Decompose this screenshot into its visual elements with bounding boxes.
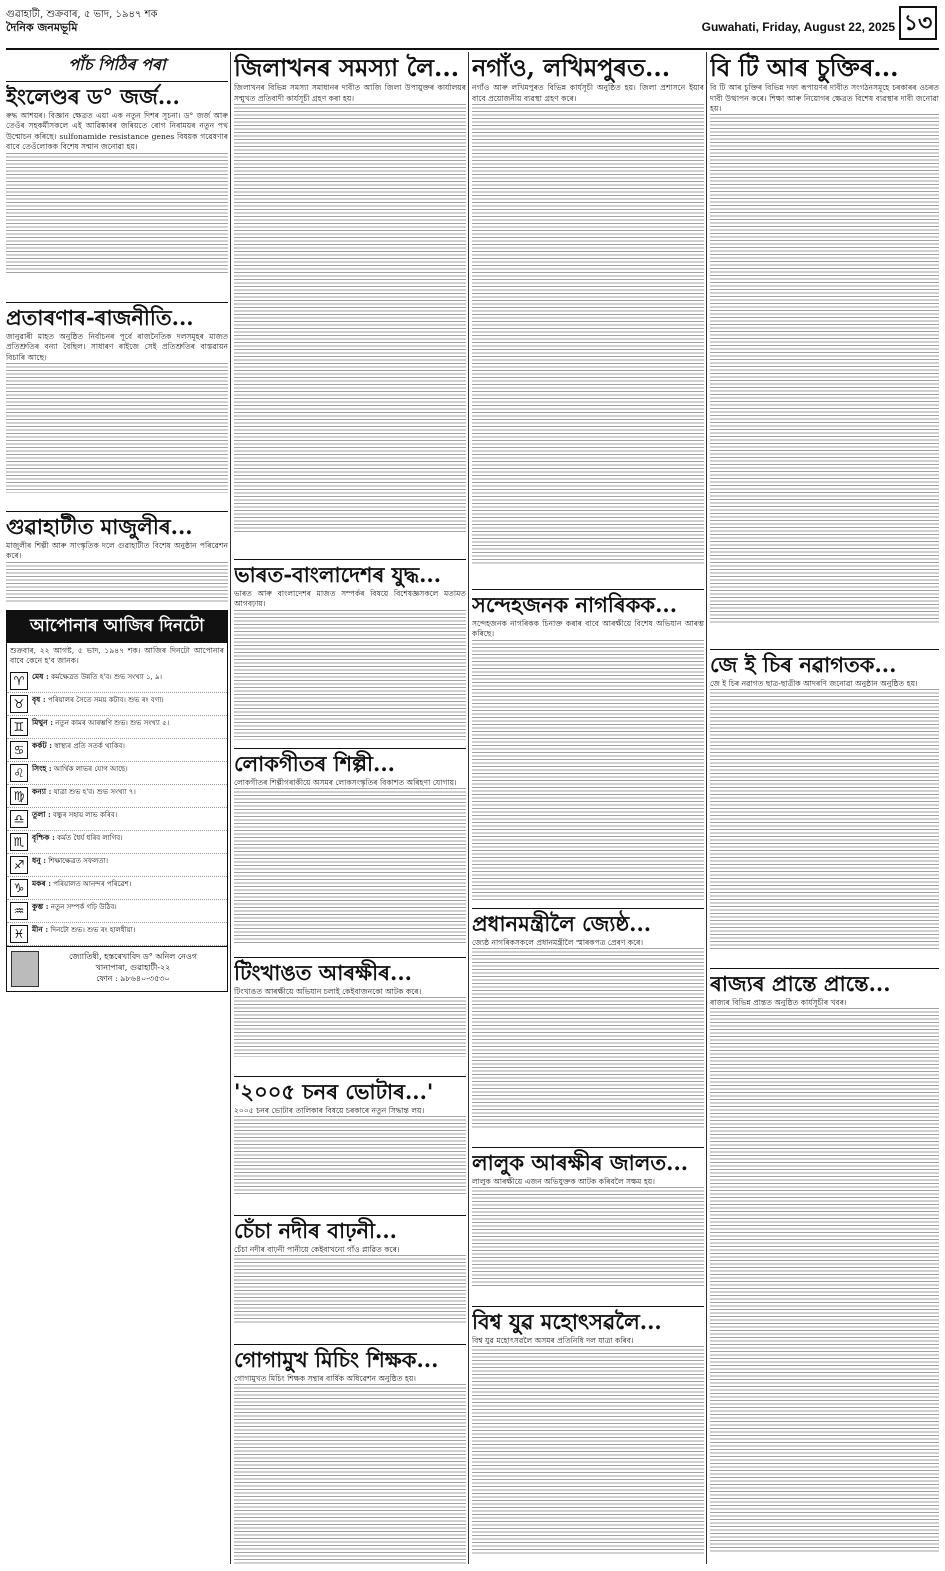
zodiac-name: মীন : bbox=[32, 924, 49, 934]
story-separator bbox=[234, 1076, 466, 1077]
story-text-block bbox=[710, 114, 939, 624]
astrologer-name: জ্যোতিষী, হস্তৰেখাবিদ ড° অনিল নেওগ bbox=[69, 951, 197, 961]
continuation-kicker: পাঁচ পিঠিৰ পৰা bbox=[6, 52, 228, 82]
story-headline: নগাঁও, লখিমপুৰত... bbox=[472, 53, 671, 82]
story-tingkhong bbox=[234, 962, 466, 1072]
story-nagaon bbox=[472, 55, 704, 585]
story-lead: টিংখাঙত আৰক্ষীয়ে অভিযান চলাই কেইবাজনকো আটক কৰে। bbox=[234, 987, 422, 997]
story-text-block bbox=[472, 1187, 704, 1287]
story-text-block bbox=[6, 363, 228, 493]
zodiac-prediction: স্বাস্থ্যৰ প্ৰতি সতৰ্ক থাকিব। bbox=[54, 741, 125, 750]
story-laluk bbox=[472, 1152, 704, 1302]
story-text-block bbox=[234, 1384, 466, 1564]
story-gogamukh bbox=[234, 1349, 466, 1564]
zodiac-prediction: শিক্ষাক্ষেত্ৰত সফলতা। bbox=[48, 856, 108, 865]
story-politics bbox=[6, 307, 228, 507]
story-headline: ভাৰত-বাংলাদেশৰ যুদ্ধ... bbox=[234, 562, 442, 587]
story-headline: লালুক আৰক্ষীৰ জালত... bbox=[472, 1150, 689, 1175]
zodiac-name: কৰ্কট : bbox=[32, 740, 52, 750]
story-lead: জিলাখনৰ বিভিন্ন সমস্যা সমাধানৰ দাবীত আজি জিলা উপায়ুক্তৰ কাৰ্যালয়ৰ সন্মুখত প্ৰতিবাদী কাৰ্যসূচী গ্ৰহণ কৰা হয়। bbox=[234, 83, 466, 103]
story-lead: জানুৱাৰী মাহত অনুষ্ঠিত নিৰ্বাচনৰ পূৰ্বে ৰাজনৈতিক দলসমূহৰ মাজত প্ৰতিশ্ৰুতিৰ বন্যা বৈছিল। সাধাৰণ ৰাইজে সেই প্ৰতিশ্ৰুতিৰ বাস্তৱায়ন বিচাৰি আছে। bbox=[6, 332, 228, 362]
zodiac-prediction: আৰ্থিক লাভৰ যোগ আছে। bbox=[53, 764, 128, 773]
zodiac-icon: ♑ bbox=[10, 879, 28, 897]
zodiac-prediction: নতুন কামৰ আৰম্ভণি শুভ। শুভ সংখ্যা ৫। bbox=[55, 718, 170, 727]
zodiac-prediction: বন্ধুৰ সহায় লাভ কৰিব। bbox=[53, 810, 118, 819]
story-text-block bbox=[234, 1116, 466, 1196]
story-lead: লালুক আৰক্ষীয়ে এজন অভিযুক্তক আটক কৰিবলৈ সক্ষম হয়। bbox=[472, 1177, 655, 1187]
zodiac-name: কুম্ভ : bbox=[32, 901, 49, 911]
horoscope-sign-row bbox=[7, 716, 227, 739]
horoscope-sign-row bbox=[7, 808, 227, 831]
page-number: ১৩ bbox=[899, 6, 937, 40]
story-lead: সন্দেহজনক নাগৰিকক চিনাক্ত কৰাৰ বাবে আৰক্ষীয়ে বিশেষ অভিযান আৰম্ভ কৰিছে। bbox=[472, 619, 704, 639]
zodiac-name: কন্যা : bbox=[32, 786, 52, 796]
story-separator bbox=[234, 559, 466, 560]
horoscope-sign-row bbox=[7, 785, 227, 808]
masthead-rule bbox=[6, 48, 939, 50]
zodiac-name: বৃষ : bbox=[32, 694, 46, 704]
zodiac-icon: ♉ bbox=[10, 695, 28, 713]
story-text-block bbox=[472, 104, 704, 564]
astrologer-address: খানাপাৰা, গুৱাহাটী-২২ bbox=[95, 962, 171, 972]
story-lead: চেঁচা নদীৰ বাঢ়নী পানীয়ে কেইবাখনো গাঁও প্লাৱিত কৰে। bbox=[234, 1245, 400, 1255]
story-lead: ভাৰত আৰু বাংলাদেশৰ মাজত সম্পৰ্কৰ বিষয়ে বিশেষজ্ঞসকলে মতামত আগবঢ়ায়। bbox=[234, 589, 466, 609]
column-3 bbox=[472, 52, 704, 1564]
horoscope-sign-row bbox=[7, 900, 227, 923]
story-separator bbox=[6, 511, 228, 512]
zodiac-icon: ♊ bbox=[10, 718, 28, 736]
zodiac-icon: ♎ bbox=[10, 810, 28, 828]
story-headline: প্ৰতাৰণাৰ-ৰাজনীতি... bbox=[6, 305, 194, 330]
story-youth-festival bbox=[472, 1311, 704, 1564]
horoscope-sign-row bbox=[7, 670, 227, 693]
story-separator bbox=[710, 649, 939, 650]
story-voters-2005 bbox=[234, 1081, 466, 1211]
story-headline: বি টি আৰ চুক্তিৰ... bbox=[710, 53, 899, 82]
issue-date-english: Guwahati, Friday, August 22, 2025 bbox=[701, 20, 895, 34]
masthead-left bbox=[6, 8, 158, 34]
astrologer-photo bbox=[11, 951, 39, 987]
story-separator bbox=[472, 908, 704, 909]
story-headline: জিলাখনৰ সমস্যা লৈ... bbox=[234, 53, 460, 82]
story-england bbox=[6, 86, 228, 298]
column-1 bbox=[6, 52, 228, 1564]
column-divider bbox=[230, 52, 231, 1564]
story-text-block bbox=[710, 1008, 939, 1553]
story-lead: বি টি আৰ চুক্তিৰ বিভিন্ন দফা ৰূপায়ণৰ দাবীত সংগঠনসমূহে চৰকাৰৰ ওচৰত দাবী উত্থাপন কৰে। শিক্ষা আৰু নিয়োগৰ ক্ষেত্ৰত বিশেষ ব্যৱস্থাৰ দাবী জনোৱা হয়। bbox=[710, 83, 939, 113]
story-separator bbox=[6, 302, 228, 303]
story-state-roundup bbox=[710, 973, 939, 1563]
story-headline: গুৱাহাটীত মাজুলীৰ... bbox=[6, 514, 193, 539]
story-lead: গোগামুখত মিচিং শিক্ষক সন্থাৰ বাৰ্ষিক অধিৱেশন অনুষ্ঠিত হয়। bbox=[234, 1374, 417, 1384]
horoscope-text bbox=[32, 718, 224, 736]
story-text-block bbox=[710, 689, 939, 949]
story-lead: মাজুলীৰ শিল্পী আৰু সাংস্কৃতিক দলে গুৱাহাটীত বিশেষ অনুষ্ঠান পৰিৱেশন কৰে। bbox=[6, 541, 228, 561]
column-4 bbox=[710, 52, 939, 1564]
story-lead: ৰুদ্ধ আশয়ৰ। বিজ্ঞান ক্ষেত্ৰত এয়া এক নতুন দিশৰ সূচনা। ড° জৰ্জ আৰু তেওঁৰ সহকৰ্মীসকলে এই আৱিষ্কাৰৰ জৰিয়তে ৰোগ নিৰাময়ৰ নতুন পথ উন্মোচন কৰিছে। sulfonamide resistance genes বিষয়ক গৱেষণাৰ বাবে তেওঁলোকক বিশেষ সন্মান জনোৱা হয়। bbox=[6, 111, 228, 152]
issue-date-assamese: গুৱাহাটী, শুক্ৰবাৰ, ৫ ভাদ, ১৯৪৭ শক bbox=[6, 9, 158, 20]
masthead bbox=[6, 6, 939, 48]
story-headline: চেঁচা নদীৰ বাঢ়নী... bbox=[234, 1218, 397, 1243]
story-text-block bbox=[472, 1346, 704, 1556]
story-separator bbox=[472, 589, 704, 590]
story-text-block bbox=[234, 104, 466, 534]
zodiac-prediction: পৰিয়ালৰ সৈতে সময় কটাব। শুভ ৰং বগা। bbox=[47, 695, 164, 704]
story-headline: জে ই চিৰ নৱাগতক... bbox=[710, 652, 897, 677]
newspaper-name: দৈনিক জনমভূমি bbox=[6, 21, 78, 34]
story-lead: ২০০৫ চনৰ ভোটাৰ তালিকাৰ বিষয়ে চৰকাৰে নতুন সিদ্ধান্ত লয়। bbox=[234, 1106, 425, 1116]
horoscope-sign-row bbox=[7, 854, 227, 877]
astrologer-phone: ফোন : ৯৮৬৪০-৩৫৩০ bbox=[96, 973, 170, 983]
story-headline: '২০০৫ চনৰ ভোটাৰ...' bbox=[234, 1079, 434, 1104]
horoscope-box bbox=[6, 610, 228, 992]
story-chesa-river bbox=[234, 1220, 466, 1340]
zodiac-prediction: পৰিয়ালত আনন্দৰ পৰিৱেশ। bbox=[53, 879, 132, 888]
story-folk-artist bbox=[234, 753, 466, 953]
zodiac-icon: ♌ bbox=[10, 764, 28, 782]
story-lead: বিশ্ব যুৱ মহোৎসৱলৈ অসমৰ প্ৰতিনিধি দল যাত্ৰা কৰিব। bbox=[472, 1336, 634, 1346]
story-headline: বিশ্ব যুৱ মহোৎসৱলৈ... bbox=[472, 1309, 662, 1334]
story-separator bbox=[472, 1306, 704, 1307]
story-text-block bbox=[6, 153, 228, 273]
zodiac-prediction: নতুন সম্পৰ্ক গঢ়ি উঠিব। bbox=[50, 902, 117, 911]
zodiac-prediction: দিনটো শুভ। শুভ ৰং হালধীয়া। bbox=[50, 925, 136, 934]
story-text-block bbox=[234, 788, 466, 943]
story-text-block bbox=[234, 1255, 466, 1325]
horoscope-sign-row bbox=[7, 693, 227, 716]
horoscope-text bbox=[32, 787, 224, 805]
horoscope-text bbox=[32, 925, 224, 943]
horoscope-text bbox=[32, 902, 224, 920]
story-separator bbox=[710, 968, 939, 969]
horoscope-text bbox=[32, 833, 224, 851]
story-separator bbox=[234, 957, 466, 958]
zodiac-prediction: কৰ্মত ধৈৰ্য ধৰিব লাগিব। bbox=[57, 833, 123, 842]
story-majuli bbox=[6, 516, 228, 606]
story-headline: প্ৰধানমন্ত্ৰীলৈ জ্যেষ্ঠ... bbox=[472, 911, 652, 936]
horoscope-text bbox=[32, 856, 224, 874]
story-separator bbox=[234, 1215, 466, 1216]
horoscope-text bbox=[32, 695, 224, 713]
horoscope-title: আপোনাৰ আজিৰ দিনটো bbox=[7, 611, 227, 643]
horoscope-sign-row bbox=[7, 877, 227, 900]
horoscope-text bbox=[32, 764, 224, 782]
story-suspicious-citizen bbox=[472, 594, 704, 904]
horoscope-sign-row bbox=[7, 762, 227, 785]
story-jec-freshers bbox=[710, 654, 939, 964]
zodiac-name: মিথুন : bbox=[32, 717, 54, 727]
horoscope-text bbox=[32, 810, 224, 828]
story-text-block bbox=[472, 948, 704, 1128]
zodiac-icon: ♈ bbox=[10, 672, 28, 690]
story-text-block bbox=[234, 997, 466, 1057]
astrologer-credit bbox=[7, 946, 227, 991]
story-pm-senior bbox=[472, 913, 704, 1143]
horoscope-sign-row bbox=[7, 923, 227, 946]
zodiac-name: মেষ : bbox=[32, 671, 49, 681]
zodiac-name: ধনু : bbox=[32, 855, 47, 865]
story-headline: ইংলেণ্ডৰ ড° জৰ্জ... bbox=[6, 84, 180, 109]
story-headline: সন্দেহজনক নাগৰিকক... bbox=[472, 592, 678, 617]
story-text-block bbox=[234, 610, 466, 740]
zodiac-name: বৃশ্চিক : bbox=[32, 832, 55, 842]
story-indo-bangla bbox=[234, 564, 466, 744]
horoscope-sign-row bbox=[7, 831, 227, 854]
horoscope-text bbox=[32, 879, 224, 897]
horoscope-intro: শুক্ৰবাৰ, ২২ আগষ্ট, ৫ ভাদ, ১৯৪৭ শক। আজিৰ দিনটো আপোনাৰ বাবে কেনে হ'ব জানক। bbox=[10, 646, 224, 666]
story-lead: ৰাজ্যৰ বিভিন্ন প্ৰান্তত অনুষ্ঠিত কাৰ্যসূচীৰ খবৰ। bbox=[710, 998, 847, 1008]
zodiac-icon: ♐ bbox=[10, 856, 28, 874]
horoscope-text bbox=[32, 741, 224, 759]
zodiac-name: তুলা : bbox=[32, 809, 51, 819]
zodiac-name: সিংহ : bbox=[32, 763, 52, 773]
story-lead: জ্যেষ্ঠ নাগৰিকসকলে প্ৰধানমন্ত্ৰীলৈ স্মাৰকপত্ৰ প্ৰেৰণ কৰে। bbox=[472, 938, 644, 948]
story-btr-accord bbox=[710, 55, 939, 645]
story-text-block bbox=[6, 562, 228, 602]
horoscope-text bbox=[32, 672, 224, 690]
column-divider bbox=[706, 52, 707, 1564]
zodiac-name: মকৰ : bbox=[32, 878, 52, 888]
zodiac-prediction: যাত্ৰা শুভ হ'ব। শুভ সংখ্যা ৭। bbox=[53, 787, 136, 796]
story-separator bbox=[472, 1147, 704, 1148]
story-separator bbox=[234, 748, 466, 749]
story-text-block bbox=[472, 640, 704, 900]
zodiac-icon: ♍ bbox=[10, 787, 28, 805]
zodiac-icon: ♒ bbox=[10, 902, 28, 920]
column-2 bbox=[234, 52, 466, 1564]
column-divider bbox=[468, 52, 469, 1564]
zodiac-icon: ♓ bbox=[10, 925, 28, 943]
story-headline: লোকগীতৰ শিল্পী... bbox=[234, 751, 395, 776]
story-headline: গোগামুখ মিচিং শিক্ষক... bbox=[234, 1347, 439, 1372]
story-separator bbox=[234, 1344, 466, 1345]
horoscope-signs bbox=[7, 670, 227, 946]
horoscope-sign-row bbox=[7, 739, 227, 762]
zodiac-icon: ♏ bbox=[10, 833, 28, 851]
story-headline: টিংখাঙত আৰক্ষীৰ... bbox=[234, 960, 412, 985]
story-headline: ৰাজ্যৰ প্ৰান্তে প্ৰান্তে... bbox=[710, 971, 891, 996]
astrologer-info bbox=[43, 951, 223, 987]
story-lead: জে ই চিৰ নৱাগত ছাত্ৰ-ছাত্ৰীক আদৰণি জনোৱা অনুষ্ঠান অনুষ্ঠিত হয়। bbox=[710, 679, 918, 689]
story-lead: লোকগীতৰ শিল্পীগৰাকীয়ে অসমৰ লোকসংস্কৃতিৰ বিকাশত অৰিহণা যোগায়। bbox=[234, 778, 457, 788]
story-district bbox=[234, 55, 466, 555]
story-lead: নগাঁও আৰু লখিমপুৰত বিভিন্ন কাৰ্যসূচী অনুষ্ঠিত হয়। জিলা প্ৰশাসনে ইয়াৰ বাবে প্ৰয়োজনীয় ব্যৱস্থা গ্ৰহণ কৰে। bbox=[472, 83, 704, 103]
zodiac-icon: ♋ bbox=[10, 741, 28, 759]
zodiac-prediction: কৰ্মক্ষেত্ৰত উন্নতি হ'ব। শুভ সংখ্যা ১, ৯। bbox=[50, 672, 163, 681]
